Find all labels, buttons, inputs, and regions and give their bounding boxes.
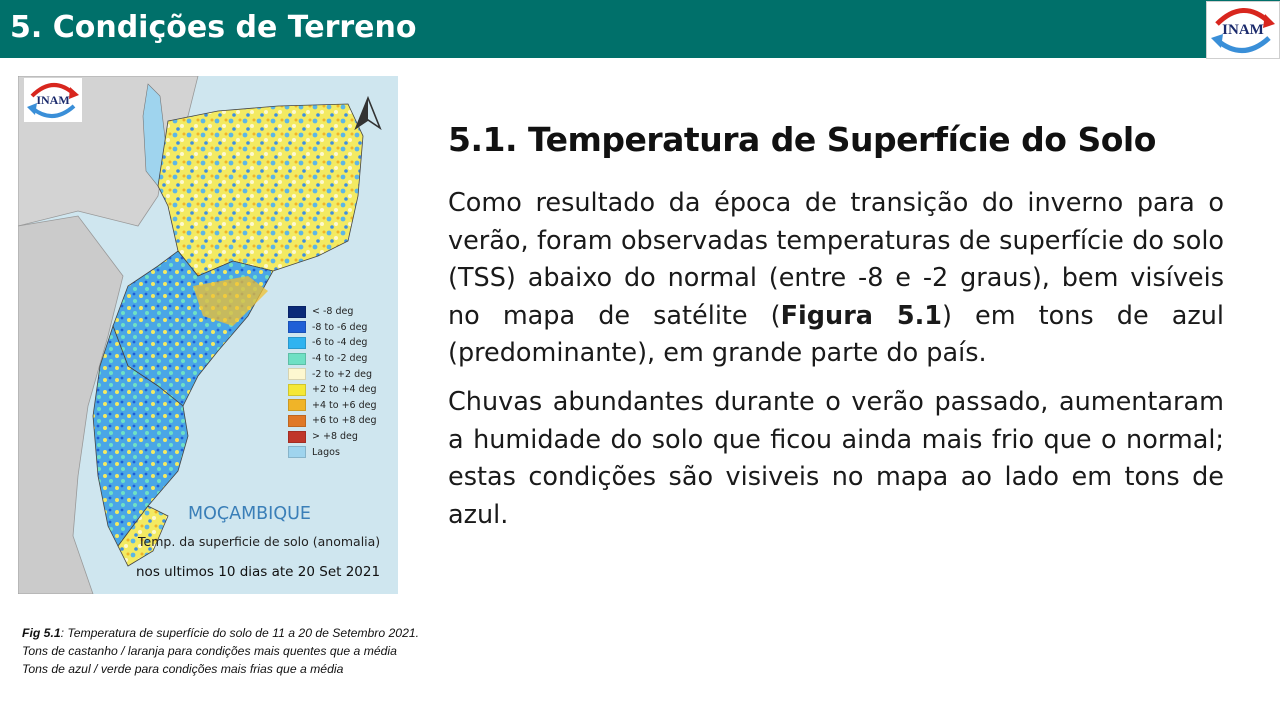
legend-label: +6 to +8 deg: [312, 415, 377, 427]
country-label: MOÇAMBIQUE: [188, 504, 311, 524]
legend-label: -8 to -6 deg: [312, 321, 368, 333]
legend-item: [288, 444, 377, 460]
map-subtitle: Temp. da superficie de solo (anomalia): [138, 534, 381, 549]
caption-line-2: Tons de castanho / laranja para condições mais quentes que a média: [22, 644, 397, 658]
legend-item: [288, 304, 377, 320]
legend-item: [288, 335, 377, 351]
logo-text: INAM: [36, 93, 70, 107]
paragraph-1-text-a: Como resultado da época de transição do inverno para o verão, foram observadas temperaturas de superfície do solo (TSS) abaixo do normal (entre -8 e -2 graus), bem visíveis no mapa de satélite (: [448, 188, 1224, 331]
figure-reference: Figura 5.1: [780, 300, 943, 331]
legend-item: [288, 398, 377, 414]
paragraph-1: [448, 185, 1224, 373]
legend-swatch: [288, 384, 306, 396]
section-title: 5.1. Temperatura de Superfície do Solo: [448, 120, 1156, 159]
legend-label: -2 to +2 deg: [312, 368, 372, 380]
caption-line-3: Tons de azul / verde para condições mais frias que a média: [22, 662, 344, 676]
legend-swatch: [288, 306, 306, 318]
logo-text: INAM: [1222, 22, 1264, 38]
legend-label: +2 to +4 deg: [312, 384, 377, 396]
legend-swatch: [288, 431, 306, 443]
legend-swatch: [288, 368, 306, 380]
soil-temperature-map: [18, 76, 398, 594]
page-title: 5. Condições de Terreno: [10, 10, 417, 45]
map-legend: [288, 304, 377, 460]
legend-item: [288, 366, 377, 382]
legend-label: > +8 deg: [312, 431, 358, 443]
legend-item: [288, 382, 377, 398]
caption-label: Fig 5.1: [22, 626, 61, 640]
legend-swatch: [288, 353, 306, 365]
legend-item: [288, 320, 377, 336]
legend-label: +4 to +6 deg: [312, 399, 377, 411]
paragraph-2: Chuvas abundantes durante o verão passado, aumentaram a humidade do solo que ficou ainda mais frio que o normal; estas condições são visiveis no mapa ao lado em tons de azul.: [448, 387, 1224, 530]
map-period: nos ultimos 10 dias ate 20 Set 2021: [136, 564, 381, 580]
caption-line-1: : Temperatura de superfície do solo de 11 a 20 de Setembro 2021.: [60, 626, 420, 640]
figure-caption: [22, 624, 419, 678]
header-bar: [0, 0, 1280, 58]
legend-label: Lagos: [312, 446, 340, 458]
legend-label: -6 to -4 deg: [312, 337, 368, 349]
legend-label: < -8 deg: [312, 306, 354, 318]
north-arrow-icon: [356, 98, 380, 128]
legend-label: -4 to -2 deg: [312, 353, 368, 365]
legend-swatch: [288, 399, 306, 411]
legend-swatch: [288, 321, 306, 333]
paragraph-1-text-b: ) em tons de azul (predominante), em grande parte do país.: [448, 300, 1224, 368]
inam-logo-map: [24, 78, 82, 122]
legend-item: [288, 413, 377, 429]
legend-item: [288, 351, 377, 367]
legend-swatch: [288, 415, 306, 427]
legend-swatch: [288, 337, 306, 349]
legend-swatch: [288, 446, 306, 458]
inam-logo-header: [1206, 1, 1280, 59]
legend-item: [288, 429, 377, 445]
